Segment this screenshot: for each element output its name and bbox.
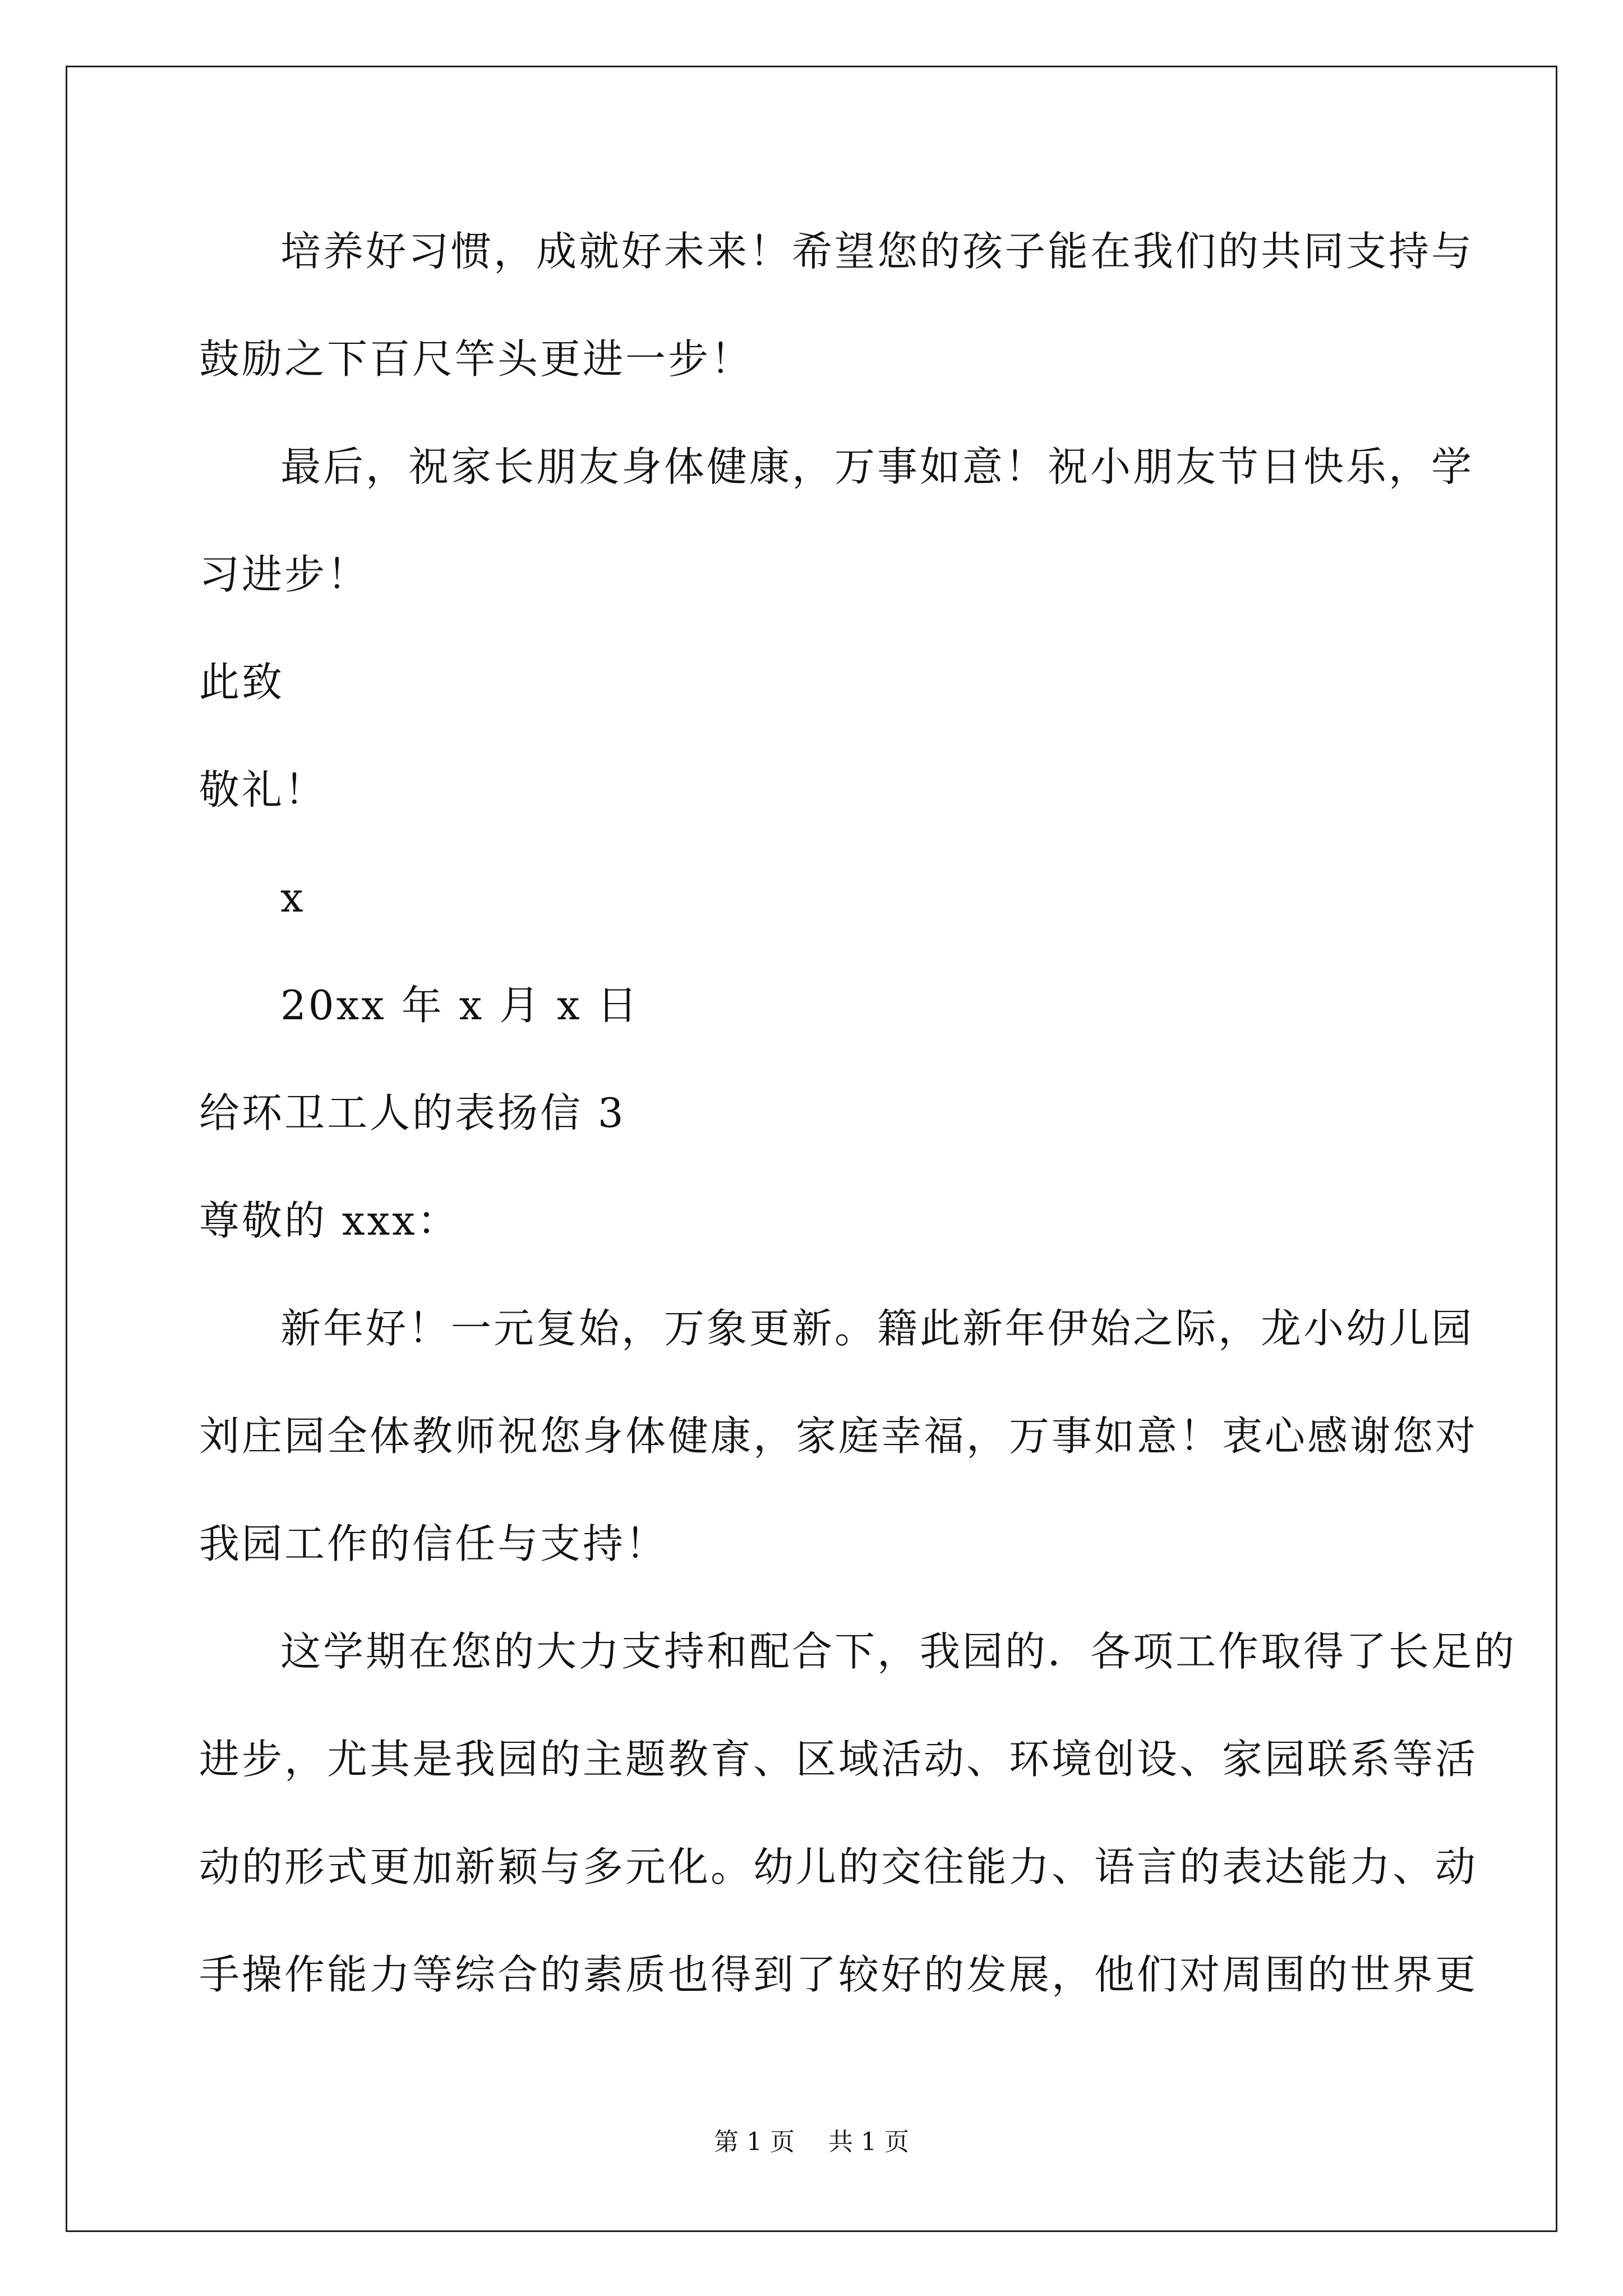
page-footer (0, 2130, 1623, 2155)
greeting-line: 尊敬的 xxx： (199, 1197, 460, 1244)
paragraph-line: 我园工作的信任与支持！ (199, 1520, 668, 1567)
page-border (66, 66, 1557, 2232)
paragraph-line: 进步，尤其是我园的主题教育、区域活动、环境创设、家园联系等活 (199, 1736, 1478, 1783)
section-title: 给环卫工人的表扬信 3 (199, 1089, 626, 1137)
paragraph-line: 鼓励之下百尺竿头更进一步！ (199, 335, 754, 383)
date-line: 20xx 年 x 月 x 日 (280, 982, 640, 1029)
signature-line: x (280, 874, 306, 921)
closing-line: 此致 (199, 659, 285, 706)
paragraph-line: 培养好习惯，成就好未来！希望您的孩子能在我们的共同支持与 (280, 228, 1474, 275)
paragraph-line: 刘庄园全体教师祝您身体健康，家庭幸福，万事如意！衷心感谢您对 (199, 1412, 1478, 1460)
paragraph-line: 最后，祝家长朋友身体健康，万事如意！祝小朋友节日快乐，学 (280, 443, 1474, 490)
paragraph-line: 习进步！ (199, 551, 370, 598)
salutation-line: 敬礼！ (199, 766, 328, 813)
page-number: 第 1 页 (714, 2128, 795, 2156)
paragraph-line: 这学期在您的大力支持和配合下，我园的．各项工作取得了长足的 (280, 1628, 1517, 1675)
paragraph-line: 新年好！一元复始，万象更新。籍此新年伊始之际，龙小幼儿园 (280, 1305, 1474, 1352)
paragraph-line: 动的形式更加新颖与多元化。幼儿的交往能力、语言的表达能力、动 (199, 1843, 1478, 1890)
paragraph-line: 手操作能力等综合的素质也得到了较好的发展，他们对周围的世界更 (199, 1951, 1478, 1998)
page-total: 共 1 页 (828, 2128, 909, 2156)
